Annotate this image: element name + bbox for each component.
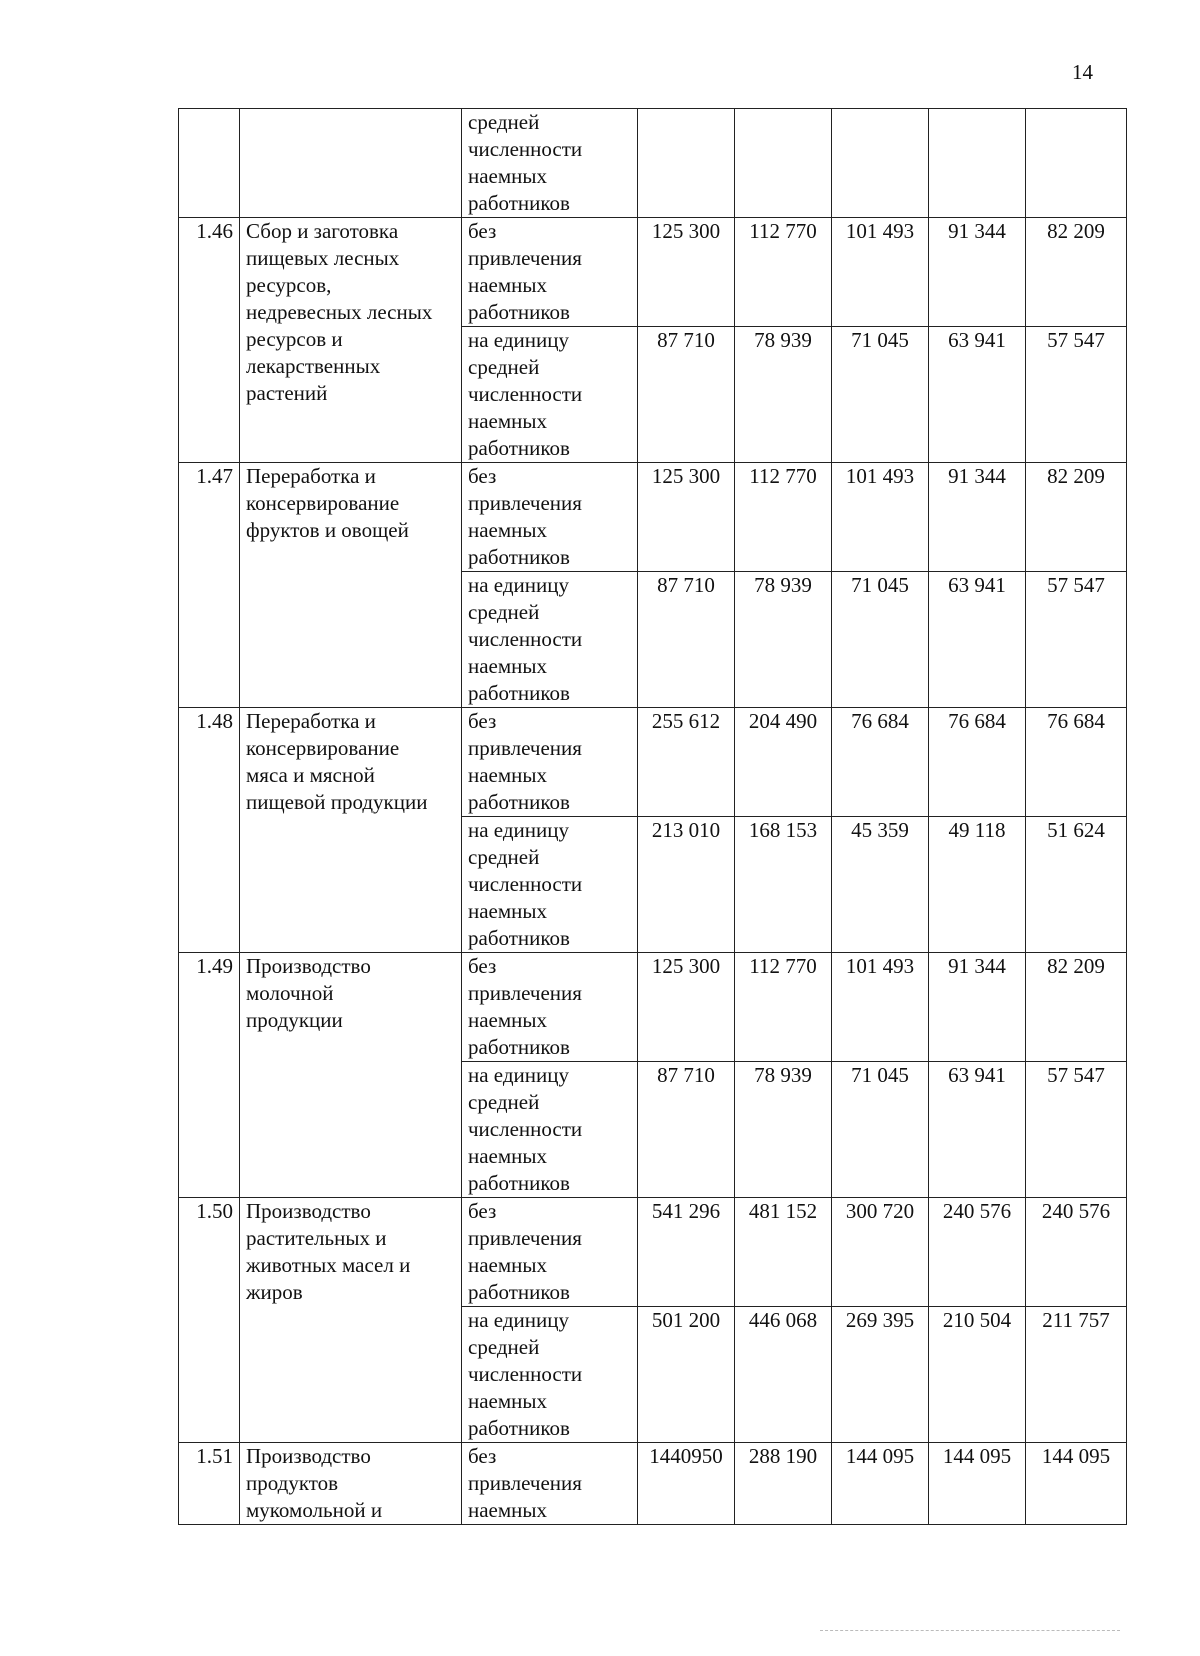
value-cell: 76 684	[1026, 708, 1127, 817]
indicator-type-cell	[462, 327, 638, 463]
value-cell: 112 770	[735, 463, 832, 572]
value-cell: 168 153	[735, 817, 832, 953]
activity-name-line: недревесных лесных	[246, 300, 433, 324]
value-cell: 78 939	[735, 572, 832, 708]
indicator-type-line: привлечения	[468, 491, 582, 515]
indicator-type-line: работников	[468, 436, 570, 460]
activity-name-line: пищевой продукции	[246, 790, 428, 814]
indicator-type-cell	[462, 463, 638, 572]
indicator-type-line: без	[468, 1199, 497, 1223]
row-number-cell: 1.51	[179, 1443, 240, 1525]
indicator-type-line: без	[468, 1444, 497, 1468]
indicator-type-line: численности	[468, 1117, 583, 1141]
activity-name-cell	[240, 953, 462, 1198]
value-cell: 300 720	[832, 1198, 929, 1307]
value-cell: 541 296	[638, 1198, 735, 1307]
indicator-type-line: численности	[468, 1362, 583, 1386]
indicator-type-line: без	[468, 954, 497, 978]
indicator-type-line: работников	[468, 681, 570, 705]
activity-name-line: мукомольной и	[246, 1498, 383, 1522]
value-cell: 63 941	[929, 327, 1026, 463]
value-cell	[638, 109, 735, 218]
indicator-type-cell	[462, 109, 638, 218]
table-row	[179, 463, 1127, 572]
value-cell: 125 300	[638, 218, 735, 327]
activity-name-line: мяса и мясной	[246, 763, 375, 787]
activity-name-line: молочной	[246, 981, 334, 1005]
scan-artifact-line	[820, 1628, 1120, 1631]
value-cell: 112 770	[735, 953, 832, 1062]
value-cell: 210 504	[929, 1307, 1026, 1443]
table-row	[179, 953, 1127, 1062]
indicator-type-line: работников	[468, 926, 570, 950]
indicator-type-line: наемных	[468, 1389, 548, 1413]
value-cell: 76 684	[929, 708, 1026, 817]
activity-name-line: консервирование	[246, 736, 400, 760]
indicator-type-line: наемных	[468, 763, 548, 787]
value-cell: 144 095	[832, 1443, 929, 1525]
value-cell: 481 152	[735, 1198, 832, 1307]
value-cell: 101 493	[832, 218, 929, 327]
value-cell: 51 624	[1026, 817, 1127, 953]
indicator-type-line: наемных	[468, 273, 548, 297]
activity-name-cell	[240, 218, 462, 463]
indicator-type-line: наемных	[468, 654, 548, 678]
table-body	[179, 109, 1127, 1525]
value-cell: 101 493	[832, 953, 929, 1062]
value-cell: 1440950	[638, 1443, 735, 1525]
indicator-type-line: работников	[468, 790, 570, 814]
indicator-type-line: численности	[468, 382, 583, 406]
value-cell: 240 576	[1026, 1198, 1127, 1307]
table-row	[179, 708, 1127, 817]
activity-name-line: растений	[246, 381, 328, 405]
value-cell: 240 576	[929, 1198, 1026, 1307]
indicator-type-line: средней	[468, 845, 540, 869]
activity-name-cell	[240, 1443, 462, 1525]
activity-name-line: лекарственных	[246, 354, 381, 378]
value-cell: 82 209	[1026, 218, 1127, 327]
value-cell: 78 939	[735, 327, 832, 463]
value-cell	[832, 109, 929, 218]
activity-name-line: растительных и	[246, 1226, 387, 1250]
activity-name-line: фруктов и овощей	[246, 518, 409, 542]
indicator-type-line: наемных	[468, 1253, 548, 1277]
value-cell: 125 300	[638, 953, 735, 1062]
indicator-type-line: работников	[468, 1416, 570, 1440]
indicator-type-line: без	[468, 464, 497, 488]
indicator-type-line: численности	[468, 137, 583, 161]
activity-name-line: Производство	[246, 1444, 371, 1468]
value-cell: 87 710	[638, 1062, 735, 1198]
indicator-type-line: средней	[468, 600, 540, 624]
value-cell: 144 095	[929, 1443, 1026, 1525]
value-cell: 213 010	[638, 817, 735, 953]
indicator-type-line: средней	[468, 110, 540, 134]
row-number-cell: 1.49	[179, 953, 240, 1198]
table-row	[179, 1198, 1127, 1307]
value-cell: 76 684	[832, 708, 929, 817]
value-cell: 87 710	[638, 327, 735, 463]
indicator-type-cell	[462, 1198, 638, 1307]
indicator-type-line: средней	[468, 355, 540, 379]
value-cell	[1026, 109, 1127, 218]
value-cell: 204 490	[735, 708, 832, 817]
activity-name-line: Переработка и	[246, 709, 376, 733]
indicator-type-cell	[462, 1307, 638, 1443]
indicator-type-line: работников	[468, 545, 570, 569]
indicator-type-line: на единицу	[468, 1063, 569, 1087]
value-cell: 501 200	[638, 1307, 735, 1443]
indicator-type-line: наемных	[468, 899, 548, 923]
indicator-type-line: на единицу	[468, 328, 569, 352]
indicator-type-cell	[462, 708, 638, 817]
activity-name-line: Производство	[246, 954, 371, 978]
value-cell: 57 547	[1026, 327, 1127, 463]
value-cell	[735, 109, 832, 218]
value-cell: 71 045	[832, 572, 929, 708]
activity-name-cell	[240, 708, 462, 953]
indicator-type-line: численности	[468, 627, 583, 651]
tariff-table	[178, 108, 1127, 1525]
activity-name-line: Сбор и заготовка	[246, 219, 399, 243]
page-number: 14	[1072, 60, 1093, 84]
activity-name-line: продукции	[246, 1008, 343, 1032]
value-cell: 71 045	[832, 327, 929, 463]
value-cell: 57 547	[1026, 572, 1127, 708]
indicator-type-line: средней	[468, 1090, 540, 1114]
activity-name-line: продуктов	[246, 1471, 339, 1495]
indicator-type-line: без	[468, 219, 497, 243]
row-number-cell: 1.50	[179, 1198, 240, 1443]
indicator-type-line: работников	[468, 1171, 570, 1195]
value-cell: 446 068	[735, 1307, 832, 1443]
row-number-cell: 1.48	[179, 708, 240, 953]
value-cell: 63 941	[929, 572, 1026, 708]
indicator-type-cell	[462, 953, 638, 1062]
activity-name-line: ресурсов и	[246, 327, 343, 351]
indicator-type-line: наемных	[468, 1144, 548, 1168]
value-cell: 255 612	[638, 708, 735, 817]
indicator-type-line: привлечения	[468, 1471, 582, 1495]
activity-name-cell	[240, 1198, 462, 1443]
table-row	[179, 218, 1127, 327]
activity-name-line: Производство	[246, 1199, 371, 1223]
value-cell: 211 757	[1026, 1307, 1127, 1443]
row-number-cell: 1.47	[179, 463, 240, 708]
activity-name-line: животных масел и	[246, 1253, 411, 1277]
value-cell: 144 095	[1026, 1443, 1127, 1525]
value-cell	[929, 109, 1026, 218]
indicator-type-line: привлечения	[468, 981, 582, 1005]
indicator-type-line: работников	[468, 300, 570, 324]
value-cell: 63 941	[929, 1062, 1026, 1198]
indicator-type-line: привлечения	[468, 736, 582, 760]
table-row	[179, 1443, 1127, 1525]
value-cell: 49 118	[929, 817, 1026, 953]
indicator-type-line: численности	[468, 872, 583, 896]
value-cell: 269 395	[832, 1307, 929, 1443]
value-cell: 82 209	[1026, 953, 1127, 1062]
value-cell: 101 493	[832, 463, 929, 572]
value-cell: 125 300	[638, 463, 735, 572]
row-number-cell: 1.46	[179, 218, 240, 463]
table-row-continuation	[179, 109, 1127, 218]
value-cell: 71 045	[832, 1062, 929, 1198]
indicator-type-cell	[462, 218, 638, 327]
value-cell: 82 209	[1026, 463, 1127, 572]
row-number-cell	[179, 109, 240, 218]
indicator-type-line: на единицу	[468, 573, 569, 597]
indicator-type-line: наемных	[468, 409, 548, 433]
value-cell: 78 939	[735, 1062, 832, 1198]
indicator-type-line: работников	[468, 1035, 570, 1059]
indicator-type-line: без	[468, 709, 497, 733]
value-cell: 112 770	[735, 218, 832, 327]
indicator-type-cell	[462, 817, 638, 953]
value-cell: 91 344	[929, 218, 1026, 327]
activity-name-line: ресурсов,	[246, 273, 332, 297]
indicator-type-line: привлечения	[468, 246, 582, 270]
indicator-type-line: работников	[468, 1280, 570, 1304]
indicator-type-cell	[462, 572, 638, 708]
activity-name-cell	[240, 109, 462, 218]
indicator-type-line: наемных	[468, 164, 548, 188]
indicator-type-cell	[462, 1062, 638, 1198]
activity-name-line: пищевых лесных	[246, 246, 400, 270]
value-cell: 91 344	[929, 953, 1026, 1062]
indicator-type-line: наемных	[468, 1008, 548, 1032]
activity-name-cell	[240, 463, 462, 708]
indicator-type-line: на единицу	[468, 1308, 569, 1332]
activity-name-line: жиров	[246, 1280, 303, 1304]
value-cell: 288 190	[735, 1443, 832, 1525]
indicator-type-line: средней	[468, 1335, 540, 1359]
indicator-type-line: на единицу	[468, 818, 569, 842]
value-cell: 45 359	[832, 817, 929, 953]
indicator-type-line: наемных	[468, 518, 548, 542]
activity-name-line: Переработка и	[246, 464, 376, 488]
value-cell: 91 344	[929, 463, 1026, 572]
value-cell: 57 547	[1026, 1062, 1127, 1198]
activity-name-line: консервирование	[246, 491, 400, 515]
indicator-type-line: привлечения	[468, 1226, 582, 1250]
value-cell: 87 710	[638, 572, 735, 708]
indicator-type-cell	[462, 1443, 638, 1525]
indicator-type-line: наемных	[468, 1498, 548, 1522]
indicator-type-line: работников	[468, 191, 570, 215]
